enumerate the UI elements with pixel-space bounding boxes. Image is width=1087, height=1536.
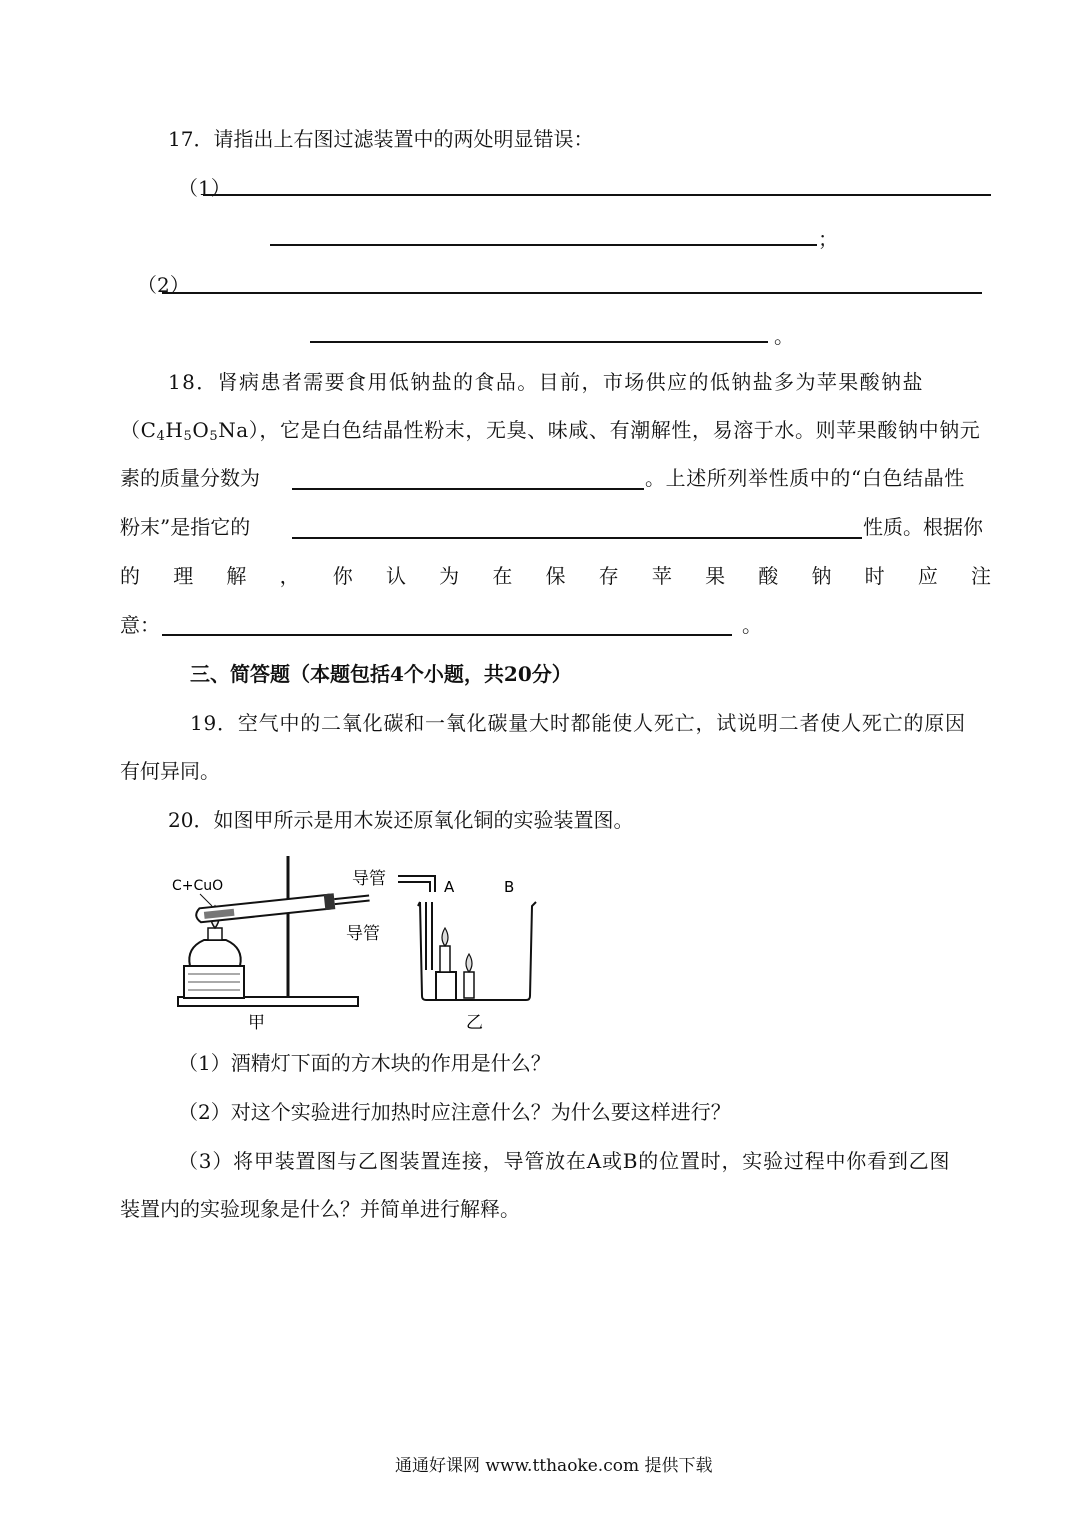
alcohol-lamp bbox=[189, 940, 240, 966]
q18-line6-a: 意： bbox=[120, 613, 160, 637]
q20-stem: 20．如图甲所示是用木炭还原氧化铜的实验装置图。 bbox=[168, 808, 634, 832]
apparatus-figure bbox=[160, 850, 550, 1035]
q17-answer-line-2a[interactable] bbox=[162, 292, 982, 294]
candle-short bbox=[464, 972, 474, 998]
q18-line6-b: 。 bbox=[742, 613, 762, 637]
q17-stem: 17．请指出上右图过滤装置中的两处明显错误： bbox=[168, 127, 594, 151]
q18-line2: $(C_4H_5O_5Na)$，它是白色结晶性粉末，无臭、味咸、有潮解性，易溶于水。则苹果酸钠中钠元 bbox=[120, 418, 981, 444]
q17-item1-end: ； bbox=[818, 227, 838, 251]
section-3-heading: 三、简答题（本题包括4个小题，共20分） bbox=[190, 662, 572, 686]
q18-line1: 18．肾病患者需要食用低钠盐的食品。目前，市场供应的低钠盐多为苹果酸钠盐 bbox=[168, 370, 924, 394]
q17-item2-end: 。 bbox=[774, 324, 794, 348]
label-tube-side: 导管 bbox=[346, 924, 380, 944]
q18-answer-line-storage[interactable] bbox=[162, 634, 732, 636]
beaker bbox=[420, 902, 536, 1000]
q17-answer-line-1b[interactable] bbox=[270, 244, 817, 246]
label-tube-top: 导管 bbox=[352, 869, 386, 889]
label-a: A bbox=[444, 878, 455, 896]
q20-sub2: （2）对这个实验进行加热时应注意什么？为什么要这样进行？ bbox=[178, 1100, 731, 1124]
q18-line3-b: 。上述所列举性质中的“白色结晶性 bbox=[645, 466, 965, 490]
q18-line5: 的 理 解 ， 你 认 为 在 保 存 苹 果 酸 钠 时 应 注 bbox=[120, 564, 991, 588]
page-footer: 通通好课网 www.tthaoke.com 提供下载 bbox=[395, 1456, 713, 1476]
test-tube bbox=[195, 890, 370, 924]
q18-line3-a: 素的质量分数为 bbox=[120, 466, 260, 490]
q19-line2: 有何异同。 bbox=[120, 759, 220, 783]
q20-sub1: （1）酒精灯下面的方木块的作用是什么？ bbox=[178, 1051, 551, 1075]
candle-tall bbox=[440, 946, 450, 972]
q19-line1: 19．空气中的二氧化碳和一氧化碳量大时都能使人死亡，试说明二者使人死亡的原因 bbox=[190, 711, 966, 735]
q20-sub3-line2: 装置内的实验现象是什么？并简单进行解释。 bbox=[120, 1197, 520, 1221]
q18-answer-line-property[interactable] bbox=[292, 537, 862, 539]
label-b: B bbox=[504, 878, 515, 896]
label-c-cuo: C+CuO bbox=[172, 878, 224, 894]
q18-line4-a: 粉末”是指它的 bbox=[120, 515, 251, 539]
q17-item2-label: （2） bbox=[137, 273, 190, 297]
q17-item1-label: （1） bbox=[178, 176, 231, 200]
q17-answer-line-1a[interactable] bbox=[203, 194, 991, 196]
q18-line4-b: 性质。根据你 bbox=[863, 515, 983, 539]
q17-answer-line-2b[interactable] bbox=[310, 341, 768, 343]
caption-yi: 乙 bbox=[466, 1013, 483, 1033]
q20-sub3-line1: （3）将甲装置图与乙图装置连接，导管放在A或B的位置时，实验过程中你看到乙图 bbox=[178, 1149, 951, 1173]
caption-jia: 甲 bbox=[248, 1013, 265, 1033]
q18-answer-line-mass-fraction[interactable] bbox=[292, 488, 644, 490]
